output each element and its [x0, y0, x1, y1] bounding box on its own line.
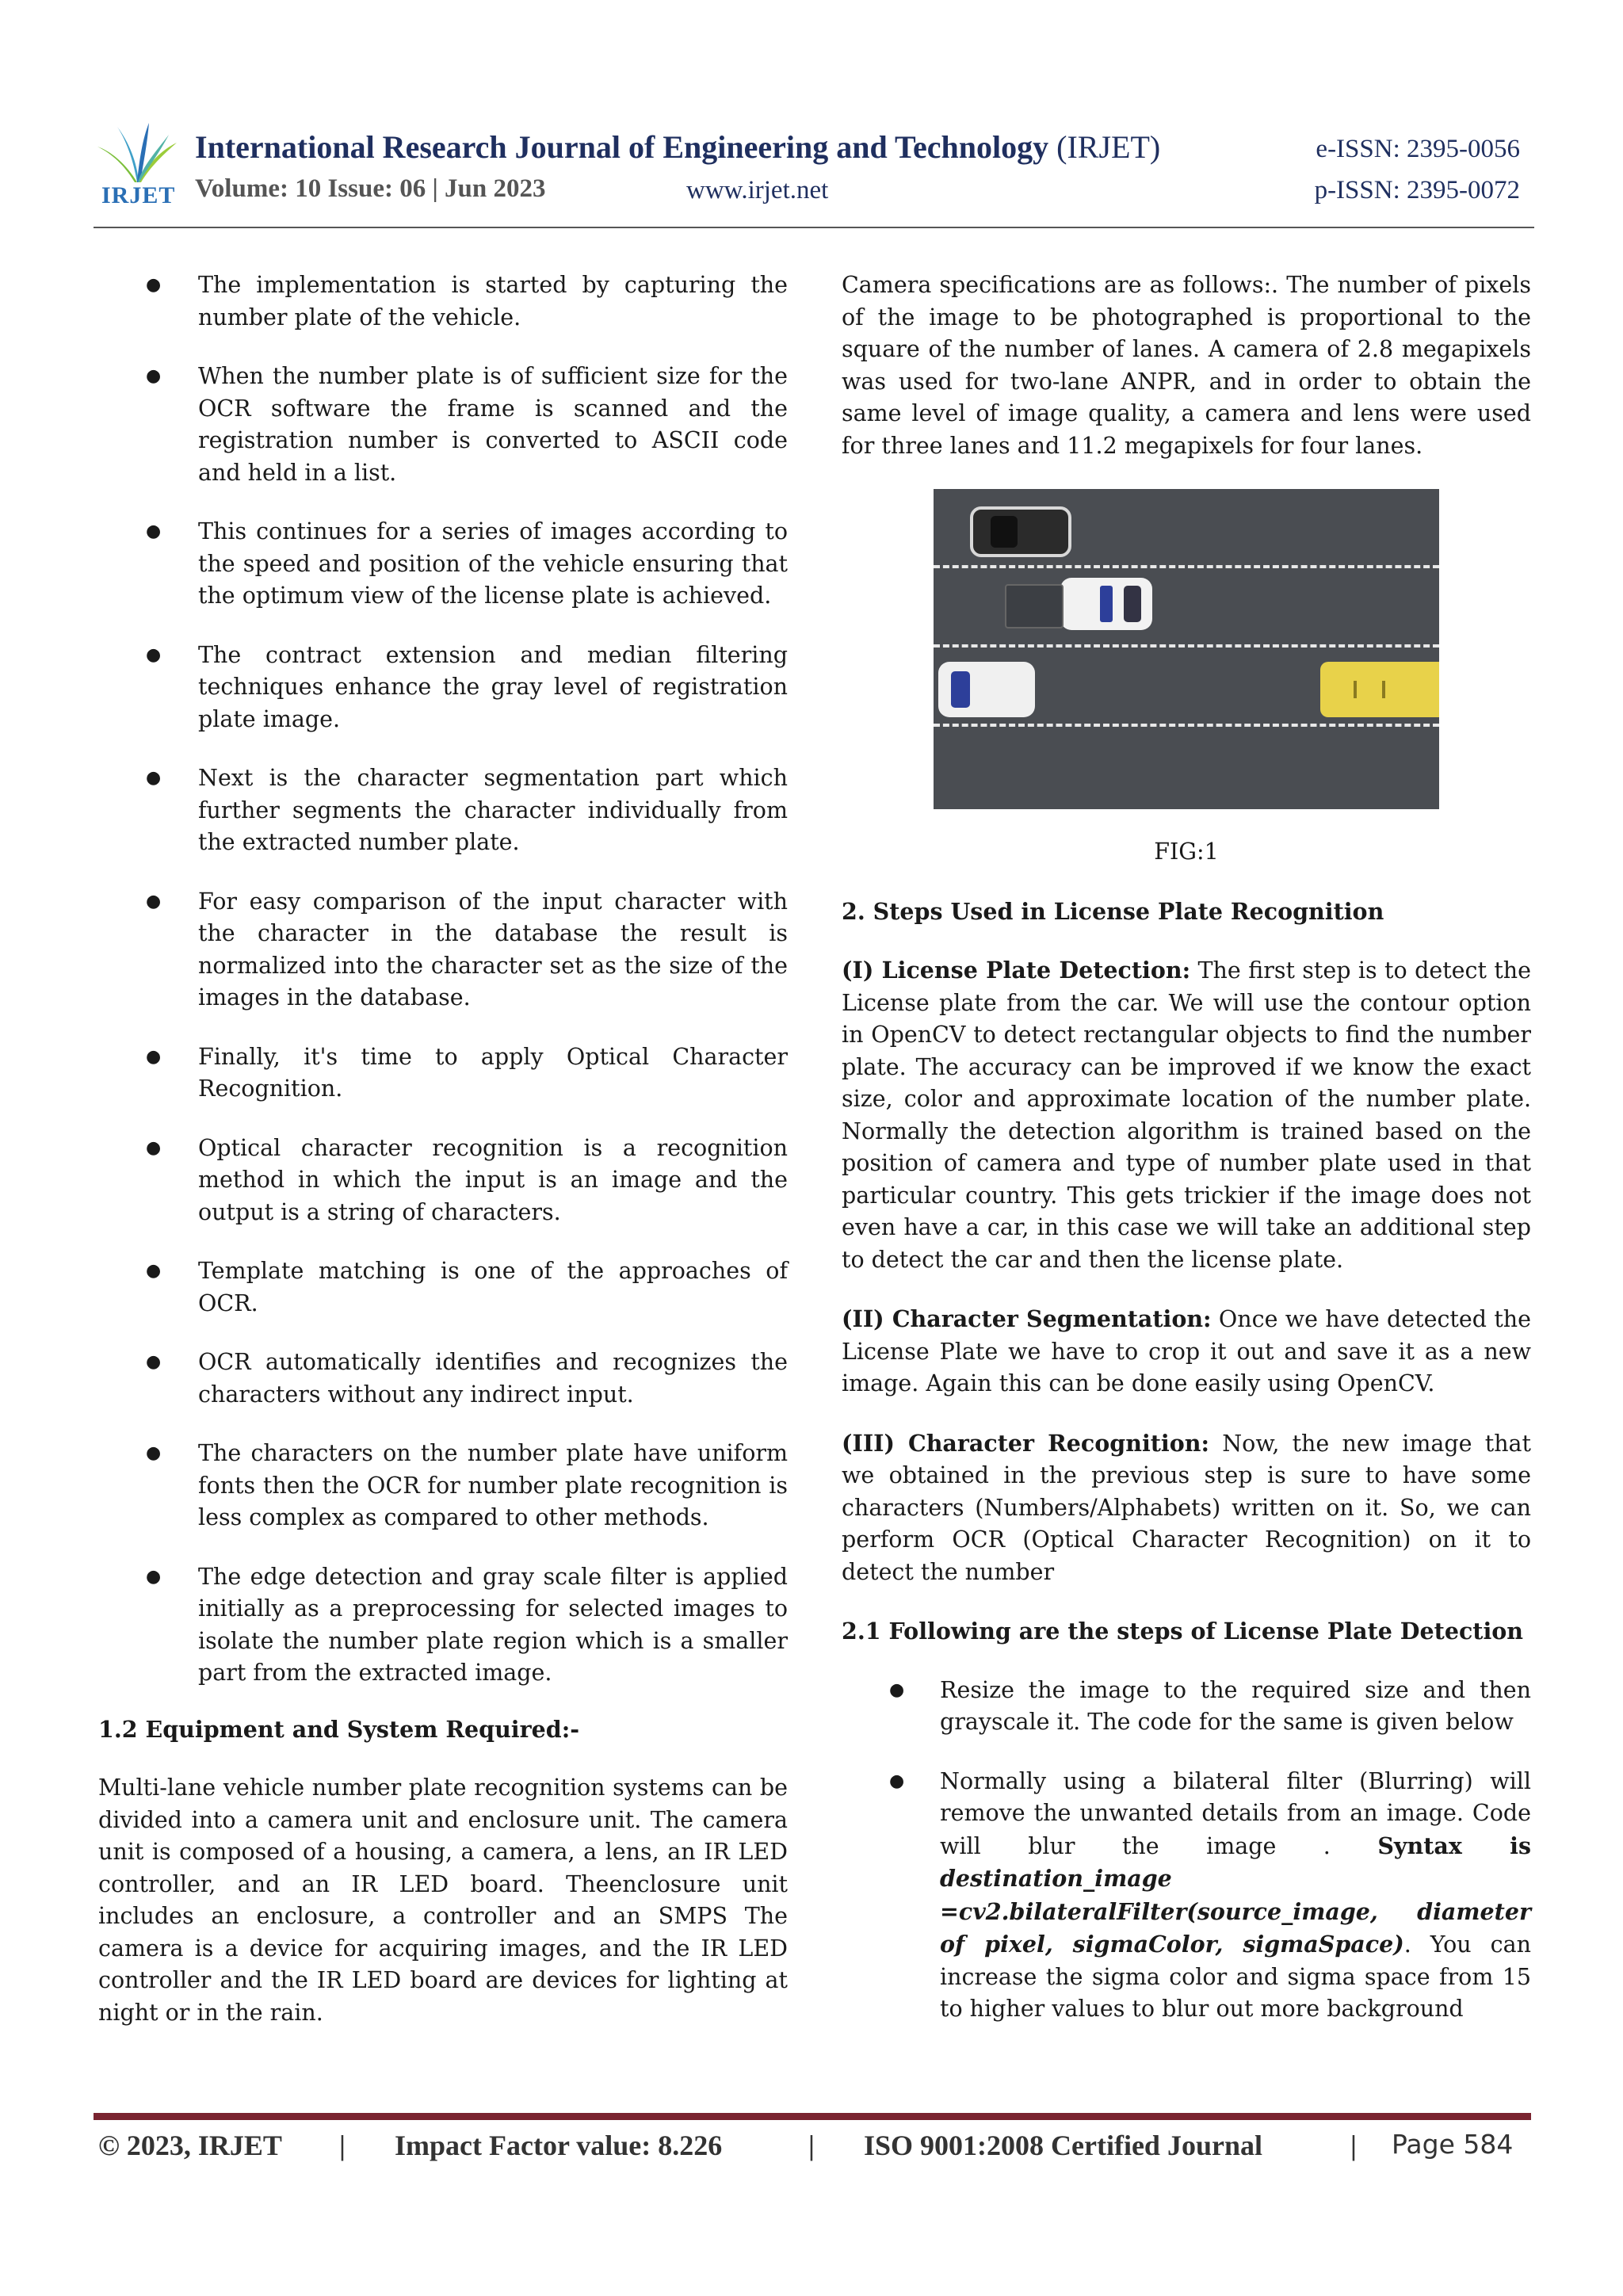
- step-character-segmentation: [842, 1303, 1531, 1400]
- bullet-text: Normally using a bilateral filter (Blurring) will remove the unwanted details from an image. Code will blur the image .: [940, 1767, 1531, 1859]
- list-item: ● This continues for a series of images according to the speed and position of the vehicle ensuring that the optimum view of the license plate is achieved.: [98, 516, 788, 613]
- process-bullet-list: [98, 269, 788, 1690]
- trailer: [1005, 584, 1064, 628]
- footer-separator: |: [1350, 2130, 1357, 2161]
- page-header: [94, 119, 1536, 226]
- footer-separator: |: [808, 2130, 815, 2161]
- p-issn: p-ISSN: 2395-0072: [1314, 176, 1520, 204]
- bus-yellow: [1320, 662, 1439, 717]
- step-license-plate-detection: [842, 954, 1531, 1276]
- detection-bullet-list: [842, 1675, 1531, 2026]
- windshield: [991, 516, 1018, 548]
- code-syntax: destination_image =cv2.bilateralFilter(source_image, diameter of pixel, sigmaColor, sigmaSpace): [940, 1865, 1531, 1958]
- section-heading-equipment: 1.2 Equipment and System Required:-: [98, 1715, 580, 1743]
- figure-road-image: [934, 489, 1439, 809]
- lane-marking: [934, 724, 1439, 727]
- step-text: Now, the new image that we obtained in the previous step is sure to have some characters (Numbers/Alphabets) written on it. So, we can perform OCR (Optical Character Recognition) on it to detect the number: [842, 1430, 1531, 1585]
- list-item: ● Resize the image to the required size and then grayscale it. The code for the same is given below: [842, 1675, 1531, 1739]
- list-item: ● Template matching is one of the approaches of OCR.: [98, 1255, 788, 1320]
- bus-mark: [1354, 681, 1357, 698]
- figure-caption: FIG:1: [1154, 839, 1219, 865]
- step-label: (III) Character Recognition:: [842, 1429, 1210, 1457]
- equipment-paragraph: Multi-lane vehicle number plate recognition systems can be divided into a camera unit and enclosure unit. The camera unit is composed of a housing, a camera, a lens, an IR LED controller, and an IR LED board. Theenclosure unit includes an enclosure, a controller and an SMPS The camera is a device for acquiring images, and the IR LED controller and the IR LED board are devices for lighting at night or in the rain.: [98, 1775, 788, 2026]
- syntax-label: Syntax is: [1377, 1832, 1532, 1859]
- website-link[interactable]: www.irjet.net: [686, 176, 829, 204]
- journal-name: International Research Journal of Engineering and Technology: [195, 129, 1049, 165]
- windshield: [1124, 586, 1141, 622]
- copyright: © 2023, IRJET: [98, 2130, 282, 2161]
- logo-text: IRJET: [101, 182, 176, 208]
- volume-issue: Volume: 10 Issue: 06 | Jun 2023: [195, 174, 546, 203]
- lane-marking: [934, 644, 1439, 648]
- lane-marking: [934, 565, 1439, 568]
- left-column: [98, 269, 788, 2056]
- footer-divider: [94, 2113, 1531, 2120]
- list-item: ● Optical character recognition is a recognition method in which the input is an image and the output is a string of characters.: [98, 1133, 788, 1229]
- list-item: ● The implementation is started by capturing the number plate of the vehicle.: [98, 269, 788, 334]
- header-divider: [94, 227, 1534, 228]
- car-black: [970, 506, 1071, 557]
- step-character-recognition: [842, 1427, 1531, 1589]
- list-item: ● Finally, it's time to apply Optical Character Recognition.: [98, 1041, 788, 1106]
- camera-spec-paragraph: Camera specifications are as follows:. The number of pixels of the image to be photographed is proportional to the square of the number of lanes. A camera of 2.8 megapixels was used for two-lane ANPR, and in order to obtain the same level of image quality, a camera and lens were used for three lanes and 11.2 megapixels for four lanes.: [842, 272, 1531, 459]
- logo-leaf-icon: [94, 119, 181, 186]
- list-item: ● For easy comparison of the input character with the character in the database the result is normalized into the character set as the size of the images in the database.: [98, 886, 788, 1014]
- journal-title: [195, 128, 1160, 166]
- e-issn: e-ISSN: 2395-0056: [1316, 135, 1520, 163]
- subsection-heading: 2.1 Following are the steps of License Plate Detection: [842, 1618, 1524, 1645]
- step-label: (II) Character Segmentation:: [842, 1305, 1212, 1332]
- page-number: Page 584: [1392, 2129, 1514, 2160]
- list-item: ● The characters on the number plate have uniform fonts then the OCR for number plate recognition is less complex as compared to other methods.: [98, 1438, 788, 1534]
- bullet-text: . You can increase the sigma color and sigma space from 15 to higher values to blur out more background: [940, 1931, 1531, 2022]
- windshield: [951, 671, 970, 708]
- footer-separator: |: [339, 2130, 346, 2161]
- list-item: ● The edge detection and gray scale filter is applied initially as a preprocessing for selected images to isolate the number plate region which is a smaller part from the extracted image.: [98, 1561, 788, 1690]
- list-item: ● OCR automatically identifies and recognizes the characters without any indirect input.: [98, 1347, 788, 1411]
- bus-mark: [1382, 681, 1385, 698]
- list-item: ● When the number plate is of sufficient size for the OCR software the frame is scanned and the registration number is converted to ASCII code and held in a list.: [98, 361, 788, 489]
- car-white: [938, 662, 1035, 717]
- impact-factor: Impact Factor value: 8.226: [395, 2130, 723, 2161]
- iso-certification: ISO 9001:2008 Certified Journal: [864, 2130, 1262, 2161]
- journal-abbr: (IRJET): [1056, 129, 1161, 165]
- step-label: (I) License Plate Detection:: [842, 957, 1191, 984]
- step-text: Once we have detected the License Plate we have to crop it out and save it as a new image. Again this can be done easily using OpenCV.: [842, 1306, 1531, 1396]
- step-text: The first step is to detect the License plate from the car. We will use the contour option in OpenCV to detect rectangular objects to find the number plate. The accuracy can be improved if we know the exact size, color and approximate location of the number plate. Normally the detection algorithm is trained based on the position of camera and type of number plate used in that particular country. This gets trickier if the image does not even have a car, in this case we will take an additional step to detect the car and then the license plate.: [842, 957, 1532, 1273]
- irjet-logo: [94, 119, 181, 214]
- list-item: [842, 1766, 1531, 2026]
- section-heading-steps: 2. Steps Used in License Plate Recognition: [842, 897, 1384, 925]
- car-police: [1060, 578, 1152, 630]
- list-item: ● The contract extension and median filtering techniques enhance the gray level of registration plate image.: [98, 640, 788, 736]
- right-column: [842, 269, 1531, 2053]
- siren-bar: [1100, 586, 1113, 622]
- list-item: ● Next is the character segmentation part which further segments the character individually from the extracted number plate.: [98, 762, 788, 859]
